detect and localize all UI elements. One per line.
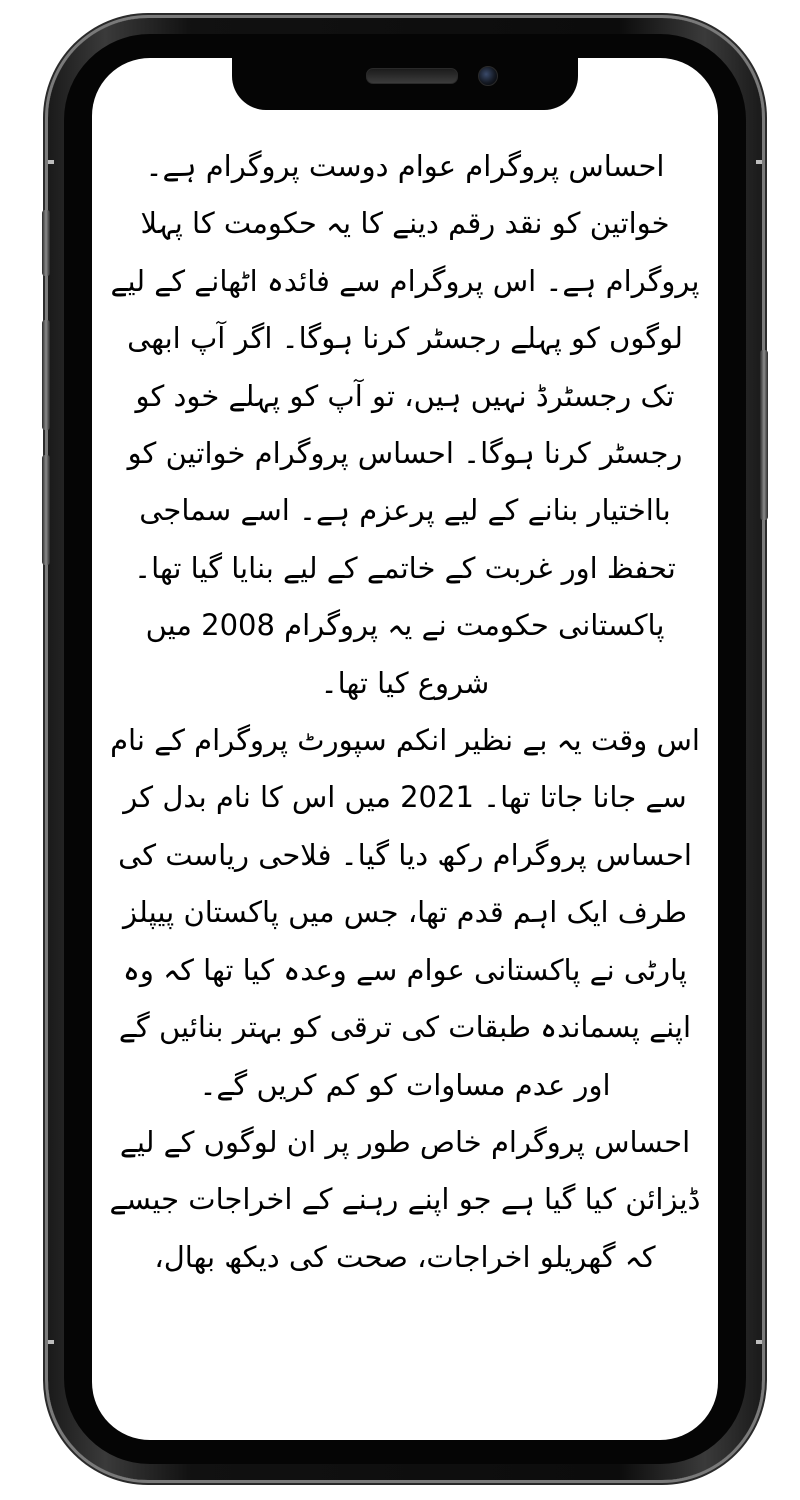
article-paragraph: احساس پروگرام عوام دوست پروگرام ہے۔ خواتین کو نقد رقم دینے کا یہ حکومت کا پہلا پروگرام ہے۔ اس پروگرام سے فائدہ اٹھانے کے لیے لوگوں کو پہلے رجسٹر کرنا ہوگا۔ اگر آپ ابھی تک رجسٹرڈ نہیں ہیں، تو آپ کو پہلے خود کو رجسٹر کرنا ہوگا۔ احساس پروگرام خواتین کو بااختیار بنانے کے لیے پرعزم ہے۔ اسے سماجی تحفظ اور غربت کے خاتمے کے لیے بنایا گیا تھا۔ پاکستانی حکومت نے یہ پروگرام 2008 میں شروع کیا تھا۔ [110, 149, 700, 700]
phone-screen [92, 58, 718, 1440]
antenna-band [48, 160, 54, 164]
volume-up-button [42, 320, 50, 430]
antenna-band [756, 160, 762, 164]
antenna-band [48, 1340, 54, 1344]
article-text [108, 138, 702, 1286]
article-paragraph: اس وقت یہ بے نظیر انکم سپورٹ پروگرام کے نام سے جانا جاتا تھا۔ 2021 میں اس کا نام بدل کر احساس پروگرام رکھ دیا گیا۔ فلاحی ریاست کی طرف ایک اہم قدم تھا، جس میں پاکستان پیپلز پارٹی نے پاکستانی عوام سے وعدہ کیا تھا کہ وہ اپنے پسماندہ طبقات کی ترقی کو بہتر بنائیں گے اور عدم مساوات کو کم کریں گے۔ [110, 723, 700, 1102]
power-button [760, 350, 768, 520]
mute-switch [42, 210, 50, 276]
antenna-band [756, 1340, 762, 1344]
speaker-grille [366, 68, 458, 84]
notch [232, 44, 578, 110]
article-paragraph: احساس پروگرام خاص طور پر ان لوگوں کے لیے ڈیزائن کیا گیا ہے جو اپنے رہنے کے اخراجات جیسے کہ گھریلو اخراجات، صحت کی دیکھ بھال، [109, 1124, 701, 1274]
volume-down-button [42, 455, 50, 565]
front-camera-icon [478, 66, 498, 86]
